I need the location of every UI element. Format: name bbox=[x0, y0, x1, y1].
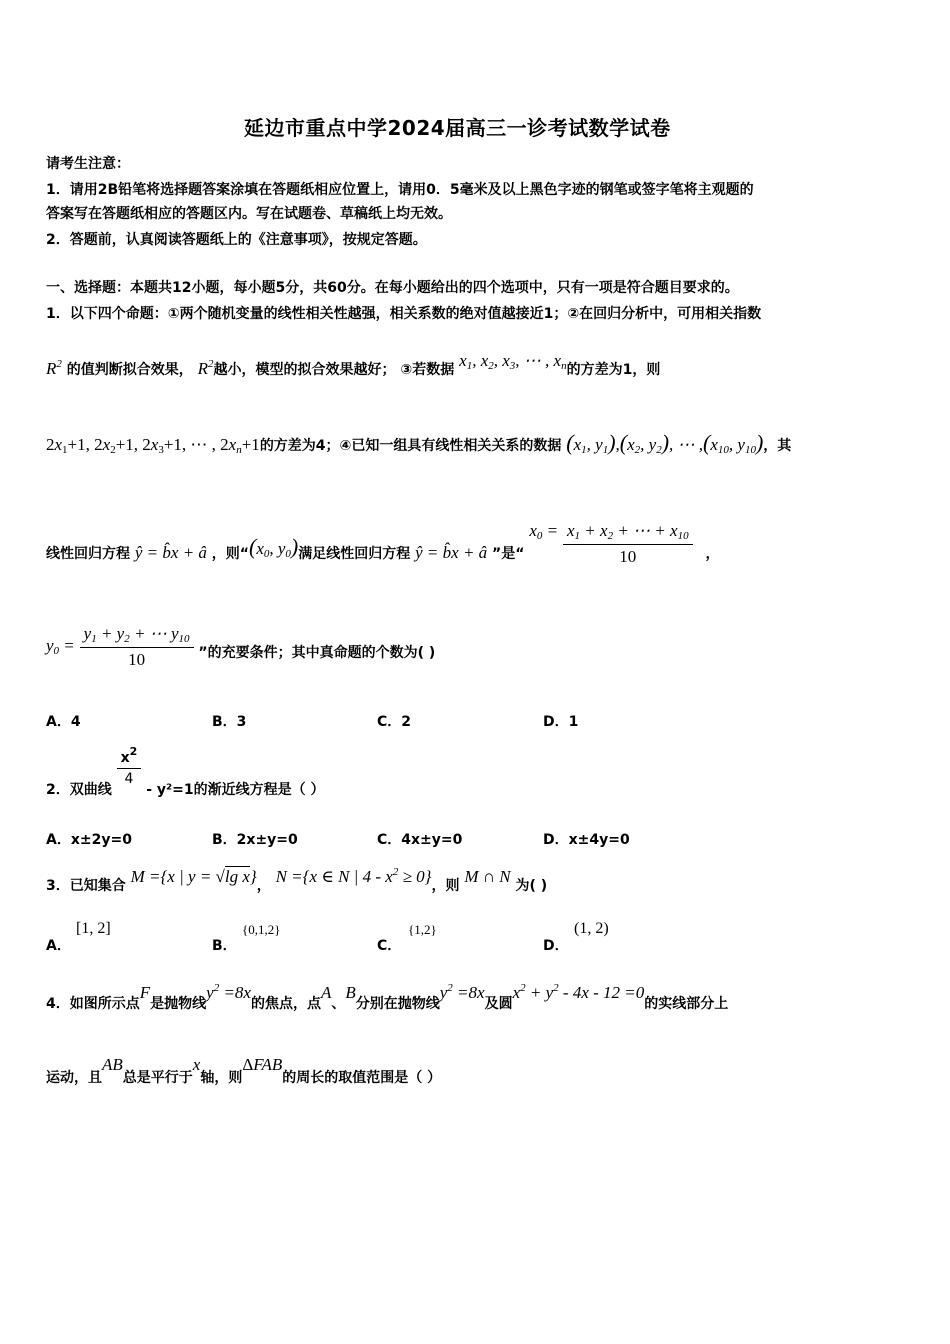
q1-line-3: $2x_1+1$, $2x_2+1$, $2x_3+1$, ⋯ , $2x_n+1$的方差为4；④已知一组具有线性相关关系的数据 ($x_1$, $y_1),(x_2$, $y_2$), ⋯ $,(x_{10}$, $y_{10}$)，其 bbox=[46, 430, 792, 456]
q3-option-a-label[interactable]: A． bbox=[46, 938, 71, 954]
math-pairs: ($x_1$, $y_1),(x_2$, $y_2$), ⋯ $,(x_{10}$, $y_{10}$) bbox=[566, 430, 764, 456]
q3-option-c-label[interactable]: C． bbox=[377, 938, 402, 954]
math-focus-f: F bbox=[139, 983, 151, 1002]
q1-option-d[interactable]: D．1 bbox=[543, 714, 579, 730]
q3-option-a-value: [1, 2] bbox=[76, 920, 111, 937]
math-regression: ŷ = b̂x + â bbox=[134, 543, 207, 562]
q2-stem: 2．双曲线 $\frac{x^2}{4}$ - y²=1的渐近线方程是（ ） bbox=[46, 745, 325, 798]
q3-option-c-value: {1,2} bbox=[408, 922, 437, 937]
math-r-squared: $R^2$ bbox=[46, 358, 62, 378]
notice-heading: 请考生注意： bbox=[46, 156, 130, 172]
math-point-b: B bbox=[345, 983, 356, 1002]
q3-option-b-label[interactable]: B． bbox=[212, 938, 237, 954]
q1-option-c[interactable]: C．2 bbox=[377, 714, 412, 730]
math-data-x: $x_1$, $x_2$, $x_3$, ⋯ , $x_n$ bbox=[459, 351, 567, 372]
math-y0-def: $y_0$ = bbox=[46, 636, 75, 657]
math-regression: ŷ = b̂x + â bbox=[415, 543, 488, 562]
q2-option-d[interactable]: D．x±4y=0 bbox=[543, 832, 630, 848]
q3-option-d-label[interactable]: D． bbox=[543, 938, 569, 954]
math-axis-x: x bbox=[192, 1055, 201, 1074]
page-title: 延边市重点中学2024届高三一诊考试数学试卷 bbox=[244, 116, 671, 140]
math-segment-ab: AB bbox=[102, 1055, 123, 1074]
notice-line-1b: 答案写在答题纸相应的答题区内。写在试题卷、草稿纸上均无效。 bbox=[46, 206, 452, 222]
q1-line-2: $R^2$ 的值判断拟合效果， $R^2$越小，模型的拟合效果越好； ③若数据 $x_1$, $x_2$, $x_3$, ⋯ , $x_n$的方差为1，则 bbox=[46, 351, 661, 378]
q3-option-b-value: {0,1,2} bbox=[242, 922, 281, 937]
math-transformed-data: $2x_1+1$, $2x_2+1$, $2x_3+1$, ⋯ , $2x_n+1$ bbox=[46, 435, 260, 456]
math-set-n: N ={x ∈ N | $4 - x^2 \ge 0$} bbox=[275, 866, 432, 886]
notice-line-2: 2．答题前，认真阅读答题纸上的《注意事项》，按规定答题。 bbox=[46, 232, 427, 248]
math-x0-def: $x_0$ = bbox=[529, 521, 559, 542]
math-point: ($x_0$, $y_0$) bbox=[249, 534, 299, 560]
q1-option-b[interactable]: B．3 bbox=[212, 714, 247, 730]
q1-line-1: 1．以下四个命题：①两个随机变量的线性相关性越强，相关系数的绝对值越接近1；②在回归分析中，可用相关指数 bbox=[46, 306, 762, 322]
notice-line-1a: 1．请用2B铅笔将选择题答案涂填在答题纸相应位置上，请用0．5毫米及以上黑色字迹的钢笔或签字笔将主观题的 bbox=[46, 182, 754, 198]
math-parabola: $y^2 =8x$ bbox=[439, 982, 485, 1002]
math-point-a: A bbox=[320, 983, 332, 1002]
q1-line-5: $y_0$ = $\frac{y_1 + y_2 + \cdots y_{10}}{10}$ ”的充要条件；其中真命题的个数为( ) bbox=[46, 624, 436, 669]
q1-line-4: 线性回归方程 ŷ = b̂x + â ，则“($x_0$, $y_0$)满足线性回归方程 ŷ = b̂x + â ”是“ $x_0$ = $\frac{x_1 + x_2 + \cdots + x_{10}}{10}$ ， bbox=[46, 521, 720, 566]
q1-option-a[interactable]: A．4 bbox=[46, 714, 81, 730]
q2-option-a[interactable]: A．x±2y=0 bbox=[46, 832, 132, 848]
q2-option-b[interactable]: B．2x±y=0 bbox=[212, 832, 298, 848]
q3-stem: 3．已知集合 M ={x | y = √lg x}， N ={x ∈ N | $4 - x^2 \ge 0$}，则 M ∩ N 为( ) bbox=[46, 866, 548, 894]
math-intersection: M ∩ N bbox=[464, 867, 511, 886]
q4-line-1: 4．如图所示点F是抛物线$y^2 =8x$的焦点，点A、B分别在抛物线$y^2 =8x$及圆$x^2 + y^2 - 4x - 12 =0$的实线部分上 bbox=[46, 982, 729, 1012]
math-set-m: M ={x | y = √lg x} bbox=[130, 867, 257, 886]
math-y-mean-fraction: $\frac{y_1 + y_2 + \cdots y_{10}}{10}$ bbox=[80, 624, 194, 670]
q4-line-2: 运动，且AB总是平行于x轴，则ΔFAB的周长的取值范围是（ ） bbox=[46, 1055, 442, 1086]
q2-option-c[interactable]: C．4x±y=0 bbox=[377, 832, 463, 848]
math-r-squared: $R^2$ bbox=[197, 358, 214, 378]
math-parabola: $y^2 =8x$ bbox=[206, 982, 251, 1002]
math-triangle-fab: ΔFAB bbox=[242, 1055, 283, 1074]
math-hyperbola-fraction: $\frac{x^2}{4}$ bbox=[117, 745, 142, 787]
section-heading: 一、选择题：本题共12小题，每小题5分，共60分。在每小题给出的四个选项中，只有一项是符合题目要求的。 bbox=[46, 280, 739, 296]
math-circle: $x^2 + y^2 - 4x - 12 =0$ bbox=[512, 982, 645, 1002]
math-x-mean-fraction: $\frac{x_1 + x_2 + \cdots + x_{10}}{10}$ bbox=[563, 521, 693, 567]
q3-option-d-value: (1, 2) bbox=[574, 920, 609, 937]
